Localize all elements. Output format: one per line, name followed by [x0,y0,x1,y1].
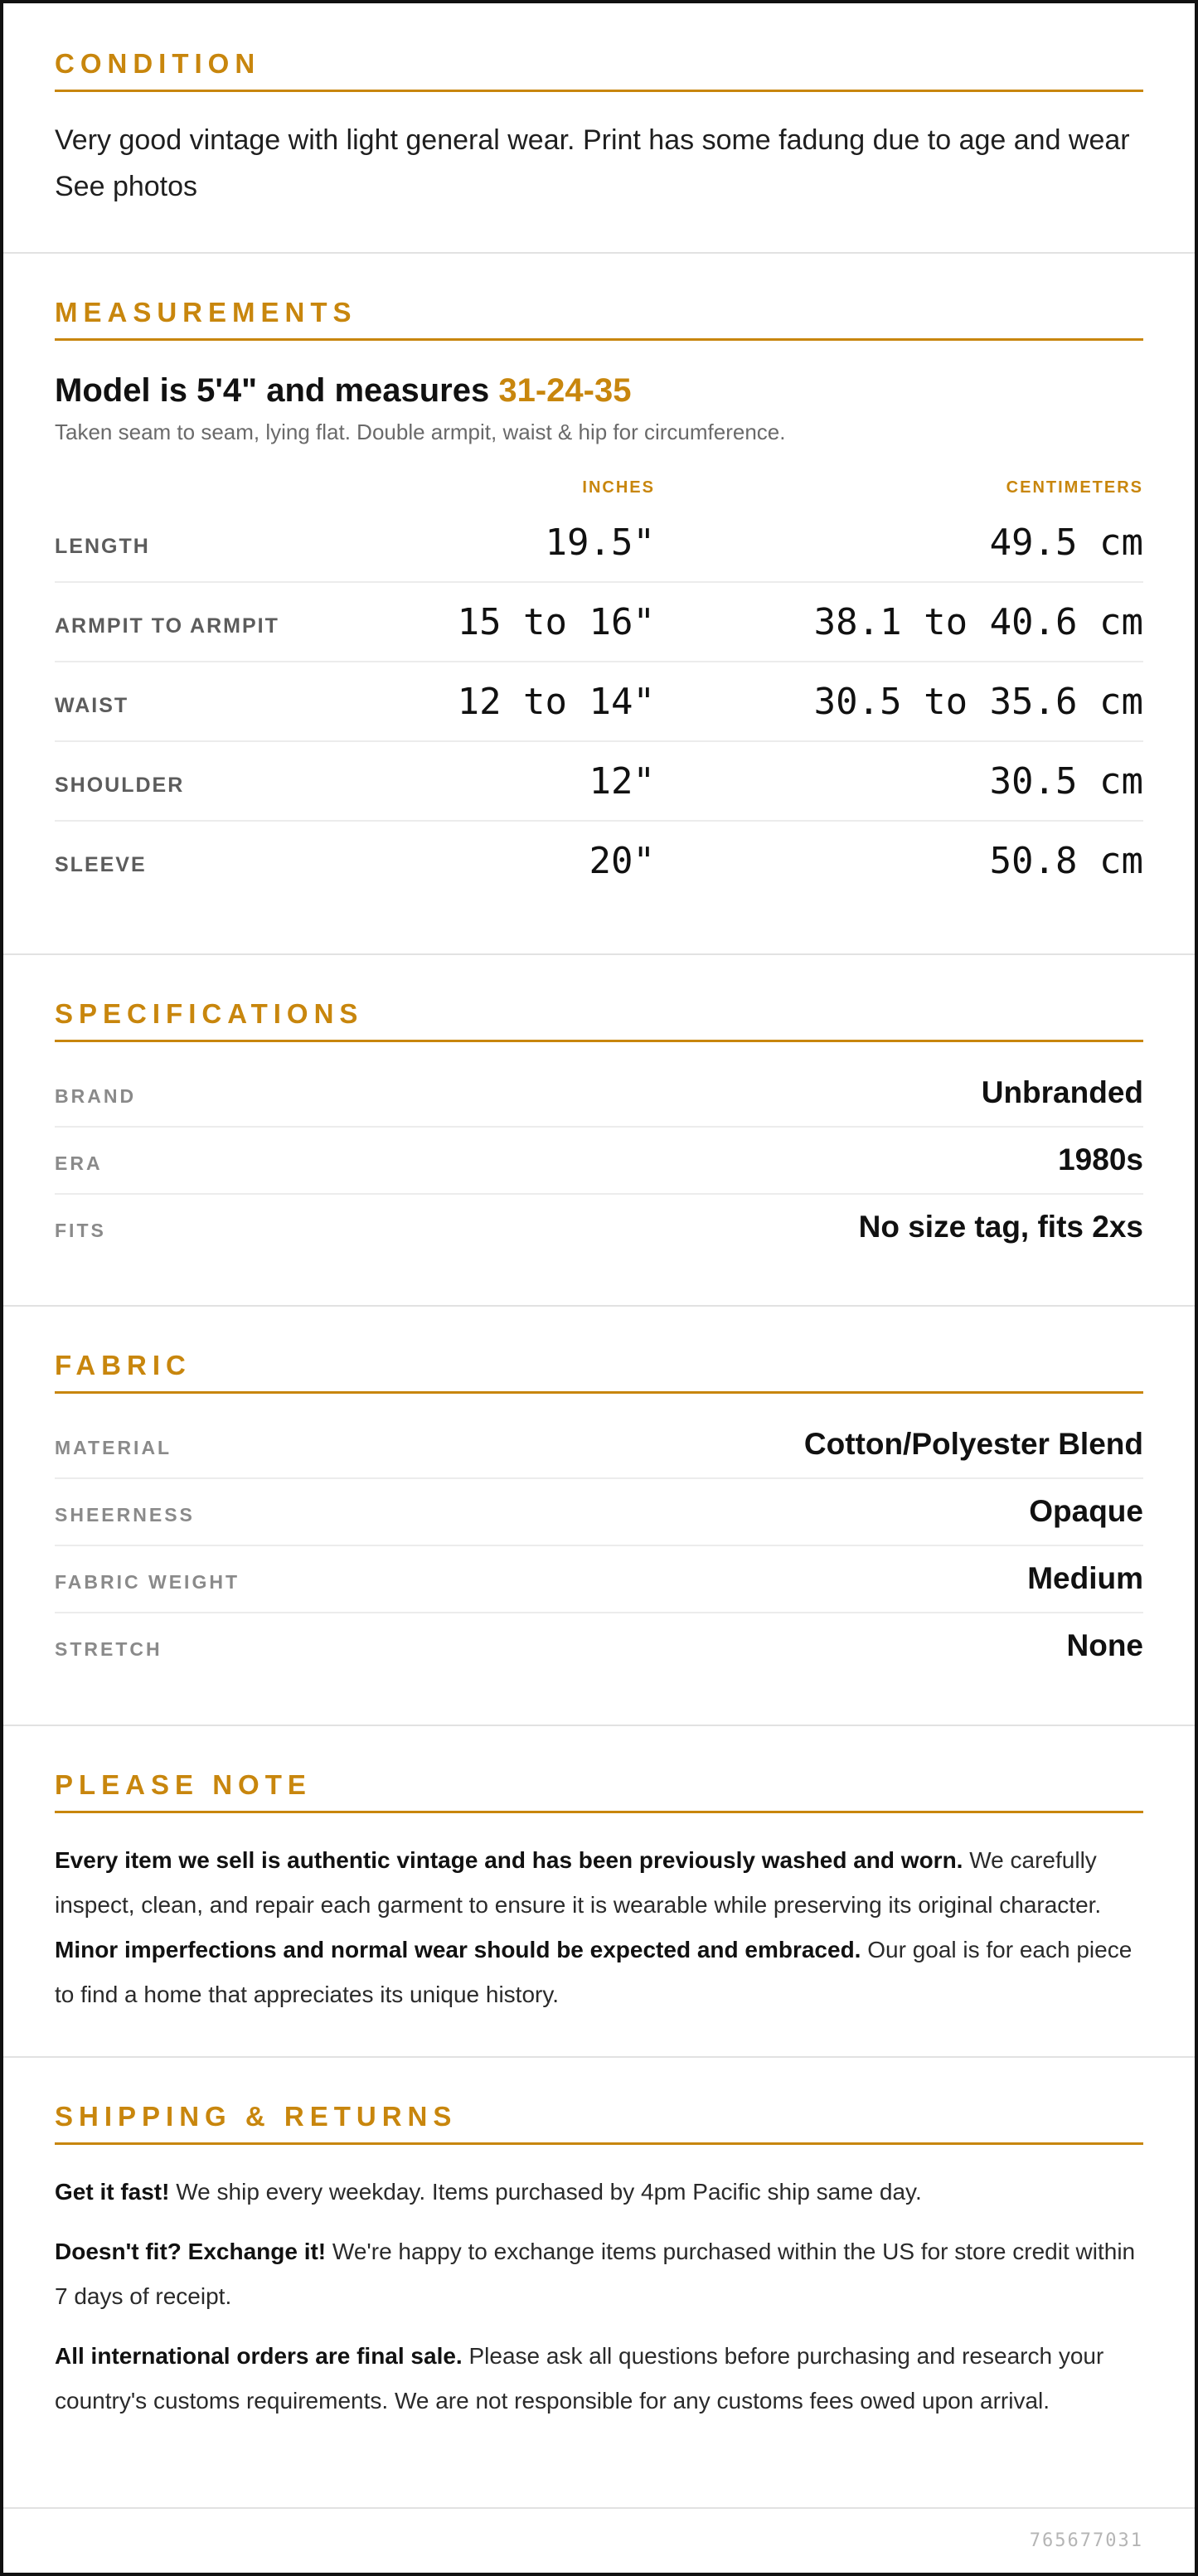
measurement-row-length [55,503,1143,583]
measurement-label: SLEEVE [55,853,147,876]
shipping-paragraph-international [55,2334,1143,2423]
measurement-inches: 19.5" [545,522,655,564]
spec-row-era [55,1128,1143,1195]
measurements-heading: MEASUREMENTS [55,297,1143,341]
shipping-paragraph-fast [55,2170,1143,2215]
please-note-text [55,1838,1143,2017]
fabric-heading: FABRIC [55,1350,1143,1394]
product-id: 765677031 [1029,2530,1143,2551]
measurement-inches: 15 to 16" [457,601,655,643]
specifications-section [3,955,1195,1307]
shipping-heading: SHIPPING & RETURNS [55,2101,1143,2145]
spec-value: No size tag, fits 2xs [858,1210,1143,1244]
measurement-cm: 30.5 to 35.6 cm [813,681,1143,723]
fabric-section [3,1307,1195,1726]
shipping-text: We ship every weekday. Items purchased by 4pm Pacific ship same day. [169,2179,922,2205]
measurement-row-armpit [55,583,1143,662]
note-bold-2: Minor imperfections and normal wear should be expected and embraced. [55,1937,861,1962]
measurement-inches: 20" [589,840,655,882]
measurement-column-headers [55,478,1143,503]
measurement-inches: 12" [589,760,655,803]
shipping-bold: All international orders are final sale. [55,2343,463,2369]
measurement-cm: 30.5 cm [989,760,1143,803]
please-note-heading: PLEASE NOTE [55,1769,1143,1813]
fabric-value: None [1066,1628,1143,1662]
note-bold-1: Every item we sell is authentic vintage and has been previously washed and worn. [55,1847,963,1873]
model-stats: 31-24-35 [498,372,632,409]
fabric-row-stretch [55,1613,1143,1681]
spec-value: Unbranded [981,1075,1143,1109]
shipping-returns-section [3,2058,1195,2509]
condition-section [3,3,1195,254]
specifications-list [55,1060,1143,1262]
specifications-heading: SPECIFICATIONS [55,998,1143,1042]
fabric-list [55,1412,1143,1681]
measurement-row-waist [55,662,1143,742]
measurements-table [55,503,1143,901]
spec-value: 1980s [1058,1142,1143,1176]
shipping-bold: Doesn't fit? Exchange it! [55,2239,327,2264]
measurement-note: Taken seam to seam, lying flat. Double armpit, waist & hip for circumference. [55,420,786,444]
measurement-row-shoulder [55,742,1143,822]
measurement-row-sleeve [55,822,1143,901]
condition-heading: CONDITION [55,48,1143,92]
please-note-section [3,1726,1195,2058]
measurement-label: ARMPIT TO ARMPIT [55,614,279,638]
spec-row-brand [55,1060,1143,1128]
fabric-value: Cotton/Polyester Blend [803,1427,1143,1461]
fabric-label: MATERIAL [55,1437,172,1458]
centimeters-column-header: CENTIMETERS [1006,478,1143,497]
model-prefix: Model is 5'4" and measures [55,372,499,409]
measurement-inches: 12 to 14" [457,681,655,723]
fabric-row-sheerness [55,1479,1143,1546]
measurement-label: WAIST [55,694,129,717]
shipping-bold: Get it fast! [55,2179,170,2205]
measurement-cm: 49.5 cm [989,522,1143,564]
note-text-1: We carefully inspect, clean, and repair each garment to ensure it is wearable while preserving its original character. [55,1847,1102,1918]
fabric-value: Opaque [1029,1494,1143,1528]
fabric-label: SHEERNESS [55,1504,195,1526]
measurement-cm: 38.1 to 40.6 cm [813,601,1143,643]
condition-text: Very good vintage with light general wear. Print has some fadung due to age and wear See photos [55,124,1130,202]
inches-column-header: INCHES [582,478,655,497]
measurement-label: SHOULDER [55,774,185,797]
shipping-text: We're happy to exchange items purchased within the US for store credit within 7 days of receipt. [55,2239,1136,2309]
spec-label: FITS [55,1220,106,1241]
shipping-paragraph-exchange [55,2229,1143,2319]
note-text-2: Our goal is for each piece to find a home that appreciates its unique history. [55,1937,1133,2007]
fabric-row-weight [55,1546,1143,1613]
measurement-cm: 50.8 cm [989,840,1143,882]
footer [3,2509,1195,2575]
fabric-row-material [55,1412,1143,1479]
fabric-label: FABRIC WEIGHT [55,1571,240,1593]
shipping-text: Please ask all questions before purchasing and research your country's customs requirements. We are not responsible for any customs fees owed upon arrival. [55,2343,1104,2413]
fabric-value: Medium [1027,1561,1143,1595]
measurements-section [3,254,1195,955]
spec-row-fits [55,1195,1143,1262]
measurement-label: LENGTH [55,535,150,558]
spec-label: ERA [55,1152,103,1174]
fabric-label: STRETCH [55,1638,162,1660]
model-info [55,372,1143,410]
spec-label: BRAND [55,1085,137,1107]
